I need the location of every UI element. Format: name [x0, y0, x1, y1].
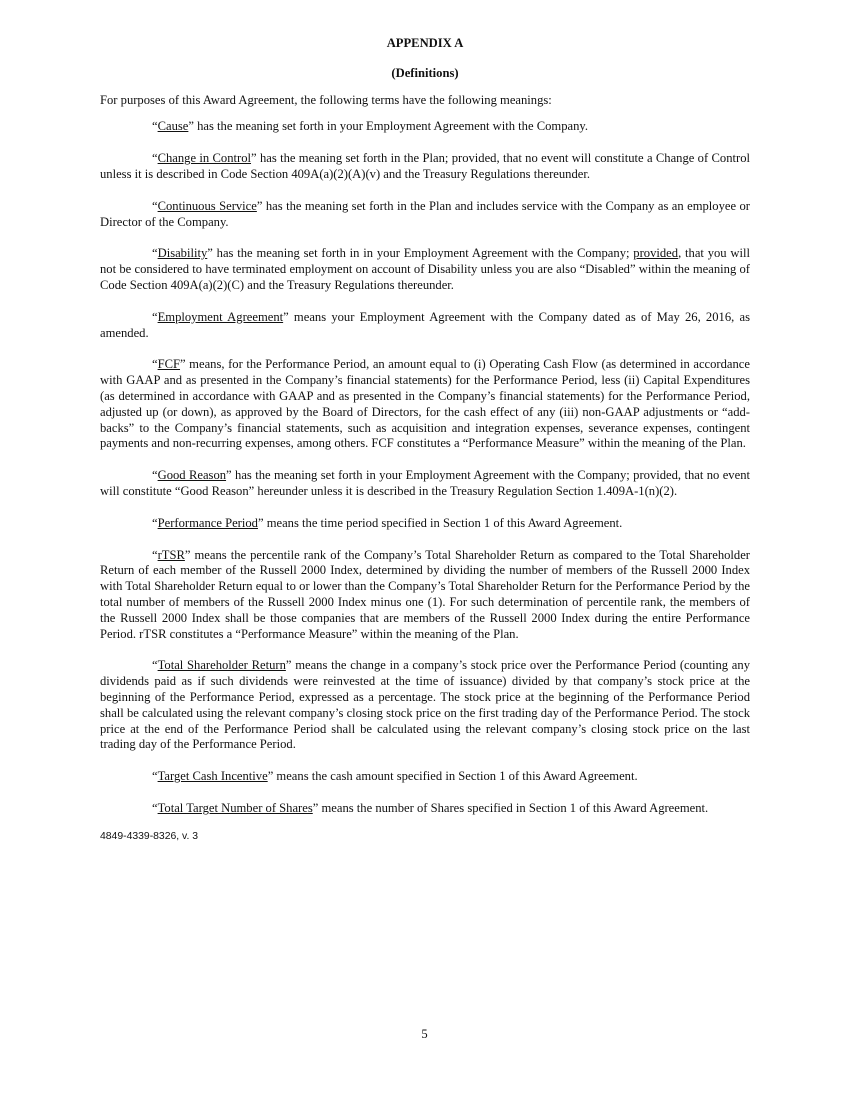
definition-employment-agreement: “Employment Agreement” means your Employment Agreement with the Company dated as of May 26, 2016, as amended.	[100, 309, 750, 340]
definition-cause: “Cause” has the meaning set forth in your Employment Agreement with the Company.	[152, 119, 589, 134]
term-rtsr: rTSR	[157, 547, 185, 562]
term-total-shareholder-return: Total Shareholder Return	[157, 658, 286, 673]
term-continuous-service: Continuous Service	[157, 198, 257, 213]
term-target-cash-incentive: Target Cash Incentive	[157, 769, 268, 784]
provided-underlined: provided	[633, 246, 679, 261]
term-fcf: FCF	[157, 357, 181, 372]
term-employment-agreement: Employment Agreement	[157, 309, 284, 324]
definitions-subheading: (Definitions)	[391, 65, 459, 80]
document-page	[100, 36, 750, 844]
definition-target-cash-incentive: “Target Cash Incentive” means the cash amount specified in Section 1 of this Award Agreement.	[152, 769, 638, 784]
definition-change-in-control: “Change in Control” has the meaning set forth in the Plan; provided, that no event will constitute a Change of Control unless it is described in Code Section 409A(a)(2)(A)(v) and the Treasury Regulations thereunder.	[100, 151, 750, 181]
term-good-reason: Good Reason	[157, 468, 227, 483]
definition-total-target-number-of-shares: “Total Target Number of Shares” means the number of Shares specified in Section 1 of this Award Agreement.	[152, 800, 709, 815]
definition-continuous-service: “Continuous Service” has the meaning set forth in the Plan and includes service with the Company as an employee or Director of the Company.	[100, 198, 750, 229]
document-id: 4849-4339-8326, v. 3	[100, 830, 199, 842]
definition-total-shareholder-return: “Total Shareholder Return” means the change in a company’s stock price over the Performance Period (counting any dividends paid as if such dividends were reinvested at the time of issuance) divided by that company’s stock price at the beginning of the Performance Period, expressed as a percentage. The stock price at the beginning of the Performance Period shall be calculated using the relevant company’s closing stock price on the first trading day of the Performance Period. The stock price at the end of the Performance Period shall be calculated using the relevant company’s closing stock price on the last trading day of the Performance Period.	[100, 658, 750, 752]
term-performance-period: Performance Period	[157, 515, 258, 530]
definition-disability: “Disability” has the meaning set forth in in your Employment Agreement with the Company; provided, that you will not be considered to have terminated employment on account of Disability unless you are also “Disabled” within the meaning of Code Section 409A(a)(2)(C) and the Treasury Regulations thereunder.	[100, 246, 750, 292]
definition-rtsr: “rTSR” means the percentile rank of the Company’s Total Shareholder Return as compared to the Total Shareholder Return of each member of the Russell 2000 Index, determined by dividing the number of members of the Russell 2000 Index with Total Shareholder Return equal to or lower than the Company’s Total Shareholder Return for the Performance Period by the total number of members of the Russell 2000 Index minus one (1). For such determination of percentile rank, the members of the Russell 2000 Index shall be those companies that are members of the Russell 2000 Index during the entire Performance Period. rTSR constitutes a “Performance Measure” within the meaning of the Plan.	[100, 547, 750, 641]
appendix-heading: APPENDIX A	[386, 36, 464, 50]
page-number: 5	[421, 1027, 428, 1041]
definition-good-reason: “Good Reason” has the meaning set forth in your Employment Agreement with the Company; provided, that no event will constitute “Good Reason” hereunder unless it is described in the Treasury Regulation Section 1.409A-1(n)(2).	[100, 468, 750, 498]
term-disability: Disability	[157, 246, 208, 261]
intro-paragraph: For purposes of this Award Agreement, the following terms have the following meanings:	[100, 92, 552, 107]
term-cause: Cause	[157, 119, 189, 134]
definition-performance-period: “Performance Period” means the time period specified in Section 1 of this Award Agreement.	[152, 515, 623, 530]
definition-fcf: “FCF” means, for the Performance Period, an amount equal to (i) Operating Cash Flow (as determined in accordance with GAAP and as presented in the Company’s financial statements) for the Performance Period, less (ii) Capital Expenditures (as determined in accordance with GAAP and as presented in the Company’s financial statements) for the Performance Period, adjusted up (or down), as approved by the Board of Directors, for the cash effect of any (iii) non-GAAP adjustments or “add-backs” to the Company’s financial statements, such as acquisition and integration expenses, severance expenses, contingent payments and non-recurring expenses, among others. FCF constitutes a “Performance Measure” within the meaning of the Plan.	[100, 357, 750, 451]
term-total-target-number-of-shares: Total Target Number of Shares	[157, 800, 313, 815]
term-change-in-control: Change in Control	[157, 151, 252, 166]
